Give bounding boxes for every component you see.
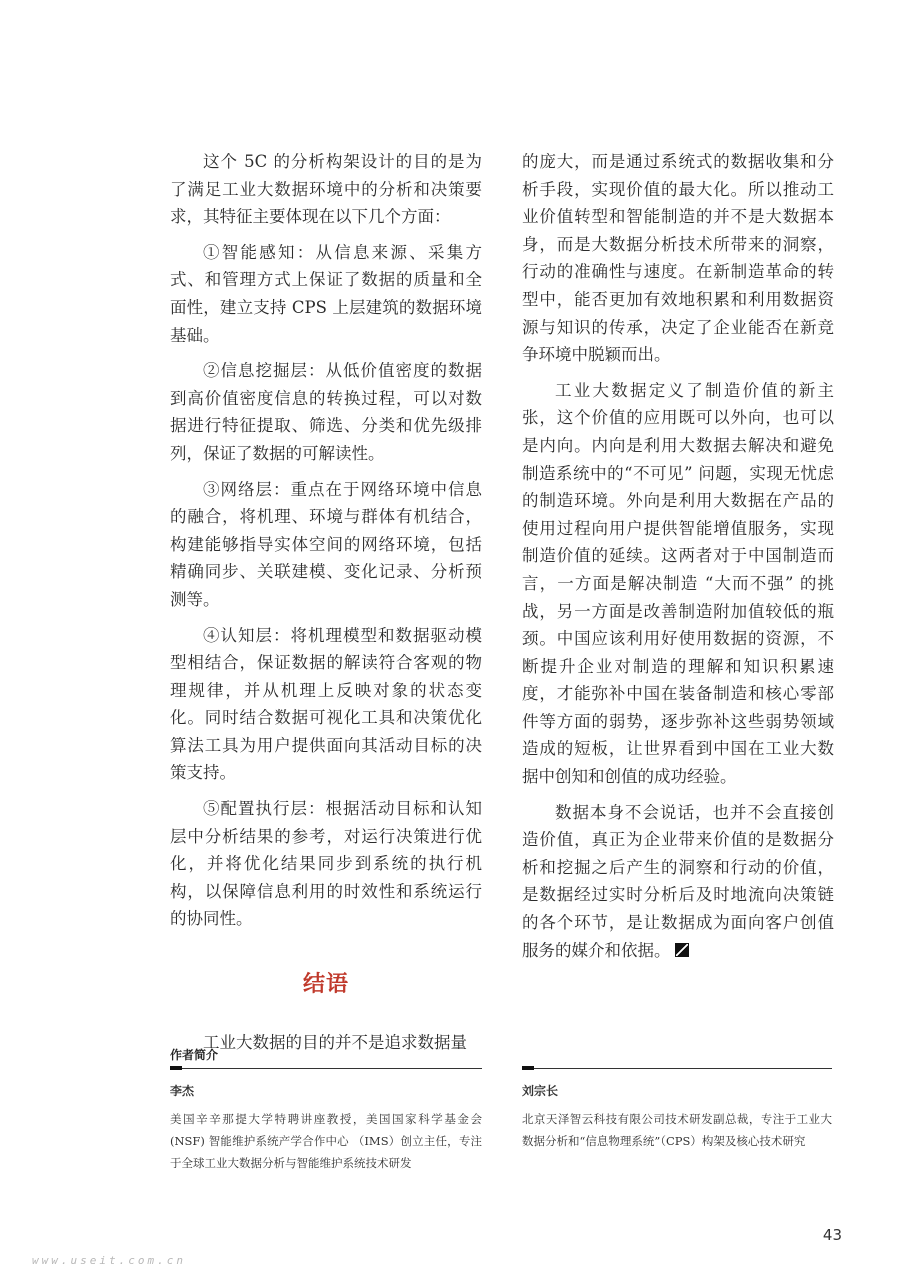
- page-number: 43: [822, 1226, 842, 1244]
- item-5-paragraph: ⑤配置执行层：根据活动目标和认知层中分析结果的参考，对运行决策进行优化，并将优化结果同步到系统的执行机构，以保障信息利用的时效性和系统运行的协同性。: [170, 799, 482, 929]
- watermark: www.useit.com.cn: [32, 1254, 186, 1267]
- closing-paragraph: [522, 799, 834, 965]
- item-1-paragraph: ①智能感知：从信息来源、采集方式、和管理方式上保证了数据的质量和全面性，建立支持 CPS 上层建筑的数据环境基础。: [170, 242, 482, 345]
- item-4-paragraph: ④认知层：将机理模型和数据驱动模型相结合，保证数据的解读符合客观的物理规律，并从机理上反映对象的状态变化。同时结合数据可视化工具和决策优化算法工具为用户提供面向其活动目标的决策支持。: [170, 625, 482, 783]
- value-paragraph: 工业大数据定义了制造价值的新主张，这个价值的应用既可以外向，也可以是内向。内向是利用大数据去解决和避免制造系统中的“不可见” 问题，实现无忧虑的制造环境。外向是利用大数据在产品的使用过程向用户提供智能增值服务，实现制造价值的延续。这两者对于中国制造而言，一方面是解决制造 “大而不强” 的挑战，另一方面是改善制造附加值较低的瓶颈。中国应该利用好使用数据的资源，不断提升企业对制造的理解和知识积累速度，才能弥补中国在装备制造和核心零部件等方面的弱势，逐步弥补这些弱势领域造成的短板，让世界看到中国在工业大数据中创知和创值的成功经验。: [522, 380, 834, 787]
- closing-paragraph-text: 数据本身不会说话，也并不会直接创造价值，真正为企业带来价值的是数据分析和挖掘之后产生的洞察和行动的价值，是数据经过实时分析后及时地流向决策链的各个环节，是让数据成为面向客户创值服务的媒介和依据。: [522, 802, 834, 960]
- divider-left: [170, 1068, 482, 1069]
- item-3-paragraph: ③网络层：重点在于网络环境中信息的融合，将机理、环境与群体有机结合，构建能够指导实体空间的网络环境，包括精确同步、关联建模、变化记录、分析预测等。: [170, 479, 482, 609]
- author-1-bio: 美国辛辛那提大学特聘讲座教授，美国国家科学基金会 (NSF) 智能维护系统产学合作中心 （IMS）创立主任，专注于全球工业大数据分析与智能维护系统技术研发: [170, 1112, 482, 1170]
- section-heading: 结语: [302, 972, 349, 998]
- conclusion-paragraph-start: 工业大数据的目的并不是追求数据量: [203, 1032, 467, 1052]
- conclusion-paragraph-continued: 的庞大，而是通过系统式的数据收集和分析手段，实现价值的最大化。所以推动工业价值转型和智能制造的并不是大数据本身，而是大数据分析技术所带来的洞察，行动的准确性与速度。在新制造革命的转型中，能否更加有效地积累和利用数据资源与知识的传承，决定了企业能否在新竞争环境中脱颖而出。: [522, 152, 834, 365]
- author-2-bio: 北京天泽智云科技有限公司技术研发副总裁，专注于工业大数据分析和“信息物理系统”（CPS）构架及核心技术研究: [522, 1112, 832, 1148]
- author-card-1: [170, 1080, 482, 1174]
- intro-paragraph: 这个 5C 的分析构架设计的目的是为了满足工业大数据环境中的分析和决策要求，其特征主要体现在以下几个方面：: [170, 152, 482, 227]
- end-mark-icon: [675, 943, 689, 957]
- authors-title: 作者简介: [170, 1048, 219, 1062]
- item-2-paragraph: ②信息挖掘层：从低价值密度的数据到高价值密度信息的转换过程，可以对数据进行特征提取、筛选、分类和优先级排列，保证了数据的可解读性。: [170, 361, 482, 463]
- right-column: [522, 148, 834, 964]
- author-card-2: [522, 1080, 832, 1152]
- author-1-name: 李杰: [170, 1084, 195, 1098]
- left-column: [170, 148, 482, 1056]
- divider-right: [522, 1068, 832, 1069]
- author-2-name: 刘宗长: [522, 1084, 559, 1098]
